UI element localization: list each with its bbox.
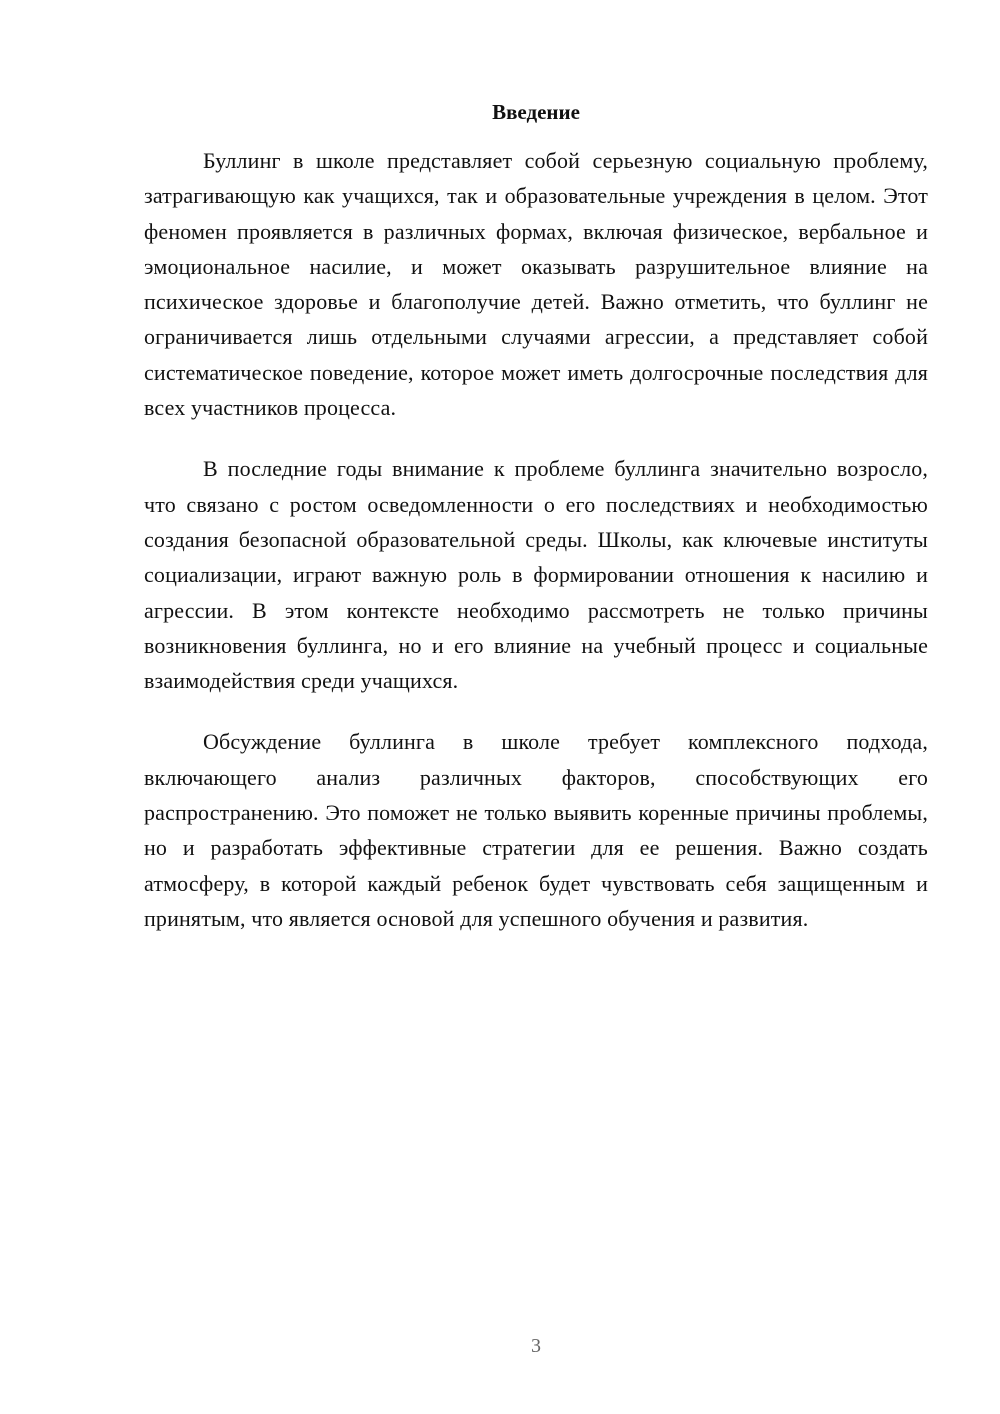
paragraph-1: Буллинг в школе представляет собой серьезную социальную проблему, затрагивающую как учащихся, так и образовательные учреждения в целом. Этот феномен проявляется в различных формах, включая физическое, вербальное и эмоциональное насилие, и может оказывать разрушительное влияние на психическое здоровье и благополучие детей. Важно отметить, что буллинг не ограничивается лишь отдельными случаями агрессии, а представляет собой систематическое поведение, которое может иметь долгосрочные последствия для всех участников процесса.	[144, 148, 928, 421]
paragraph-2: В последние годы внимание к проблеме буллинга значительно возросло, что связано с ростом осведомленности о его последствиях и необходимостью создания безопасной образовательной среды. Школы, как ключевые институты социализации, играют важную роль в формировании отношения к насилию и агрессии. В этом контексте необходимо рассмотреть не только причины возникновения буллинга, но и его влияние на учебный процесс и социальные взаимодействия среди учащихся.	[144, 456, 928, 694]
page-title: Введение	[492, 100, 580, 124]
body-text	[144, 143, 928, 962]
paragraph-3: Обсуждение буллинга в школе требует комплексного подхода, включающего анализ различных факторов, способствующих его распространению. Это поможет не только выявить коренные причины проблемы, но и разработать эффективные стратегии для ее решения. Важно создать атмосферу, в которой каждый ребенок будет чувствовать себя защищенным и принятым, что является основой для успешного обучения и развития.	[144, 729, 928, 931]
page-number: 3	[531, 1335, 541, 1357]
